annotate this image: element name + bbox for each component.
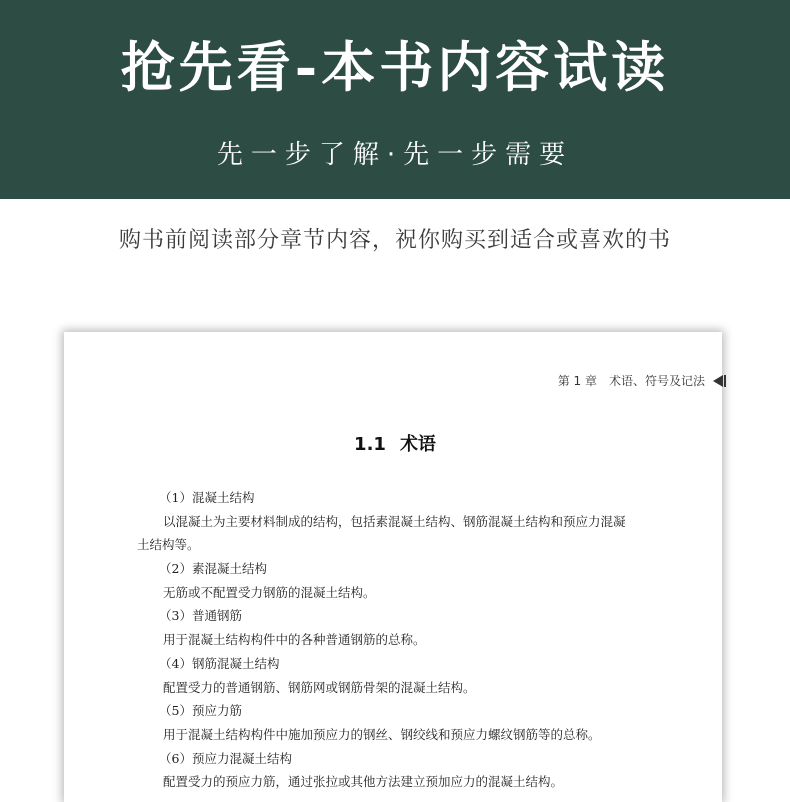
- term-heading: （6）预应力混凝土结构: [159, 750, 292, 766]
- body-text: [137, 486, 667, 794]
- definition-line: 用于混凝土结构构件中的各种普通钢筋的总称。: [163, 632, 426, 648]
- running-head-title: 术语、符号及记法: [608, 374, 705, 388]
- definition-line: 以混凝土为主要材料制成的结构，包括素混凝土结构、钢筋混凝土结构和预应力混凝: [163, 513, 626, 529]
- tagline: 购书前阅读部分章节内容，祝你购买到适合或喜欢的书: [118, 228, 671, 253]
- running-head: [558, 372, 726, 389]
- banner-subtitle: 先一步了解·先一步需要: [216, 140, 574, 170]
- term-heading: （5）预应力筋: [159, 703, 242, 719]
- banner-title: 抢先看-本书内容试读: [120, 35, 670, 99]
- section-number: 1.1: [354, 434, 386, 455]
- definition-line: 配置受力的普通钢筋、钢筋网或钢筋骨架的混凝土结构。: [163, 679, 476, 695]
- term-heading: （3）普通钢筋: [159, 608, 242, 624]
- section-heading: [0, 430, 790, 456]
- left-triangle-bar-icon: [713, 375, 726, 387]
- definition-line: 无筋或不配置受力钢筋的混凝土结构。: [163, 584, 376, 600]
- definition-line: 用于混凝土结构构件中施加预应力的钢丝、钢绞线和预应力螺纹钢筋等的总称。: [163, 726, 601, 742]
- term-heading: （1）混凝土结构: [159, 490, 255, 505]
- header-banner: [0, 0, 790, 199]
- term-heading: （2）素混凝土结构: [159, 561, 267, 577]
- term-heading: （4）钢筋混凝土结构: [159, 655, 280, 671]
- definition-line: 配置受力的预应力筋，通过张拉或其他方法建立预加应力的混凝土结构。: [163, 774, 564, 790]
- definition-line: 土结构等。: [137, 537, 200, 553]
- section-title: 术语: [399, 434, 436, 455]
- running-head-chapter: 第 1 章: [557, 374, 597, 388]
